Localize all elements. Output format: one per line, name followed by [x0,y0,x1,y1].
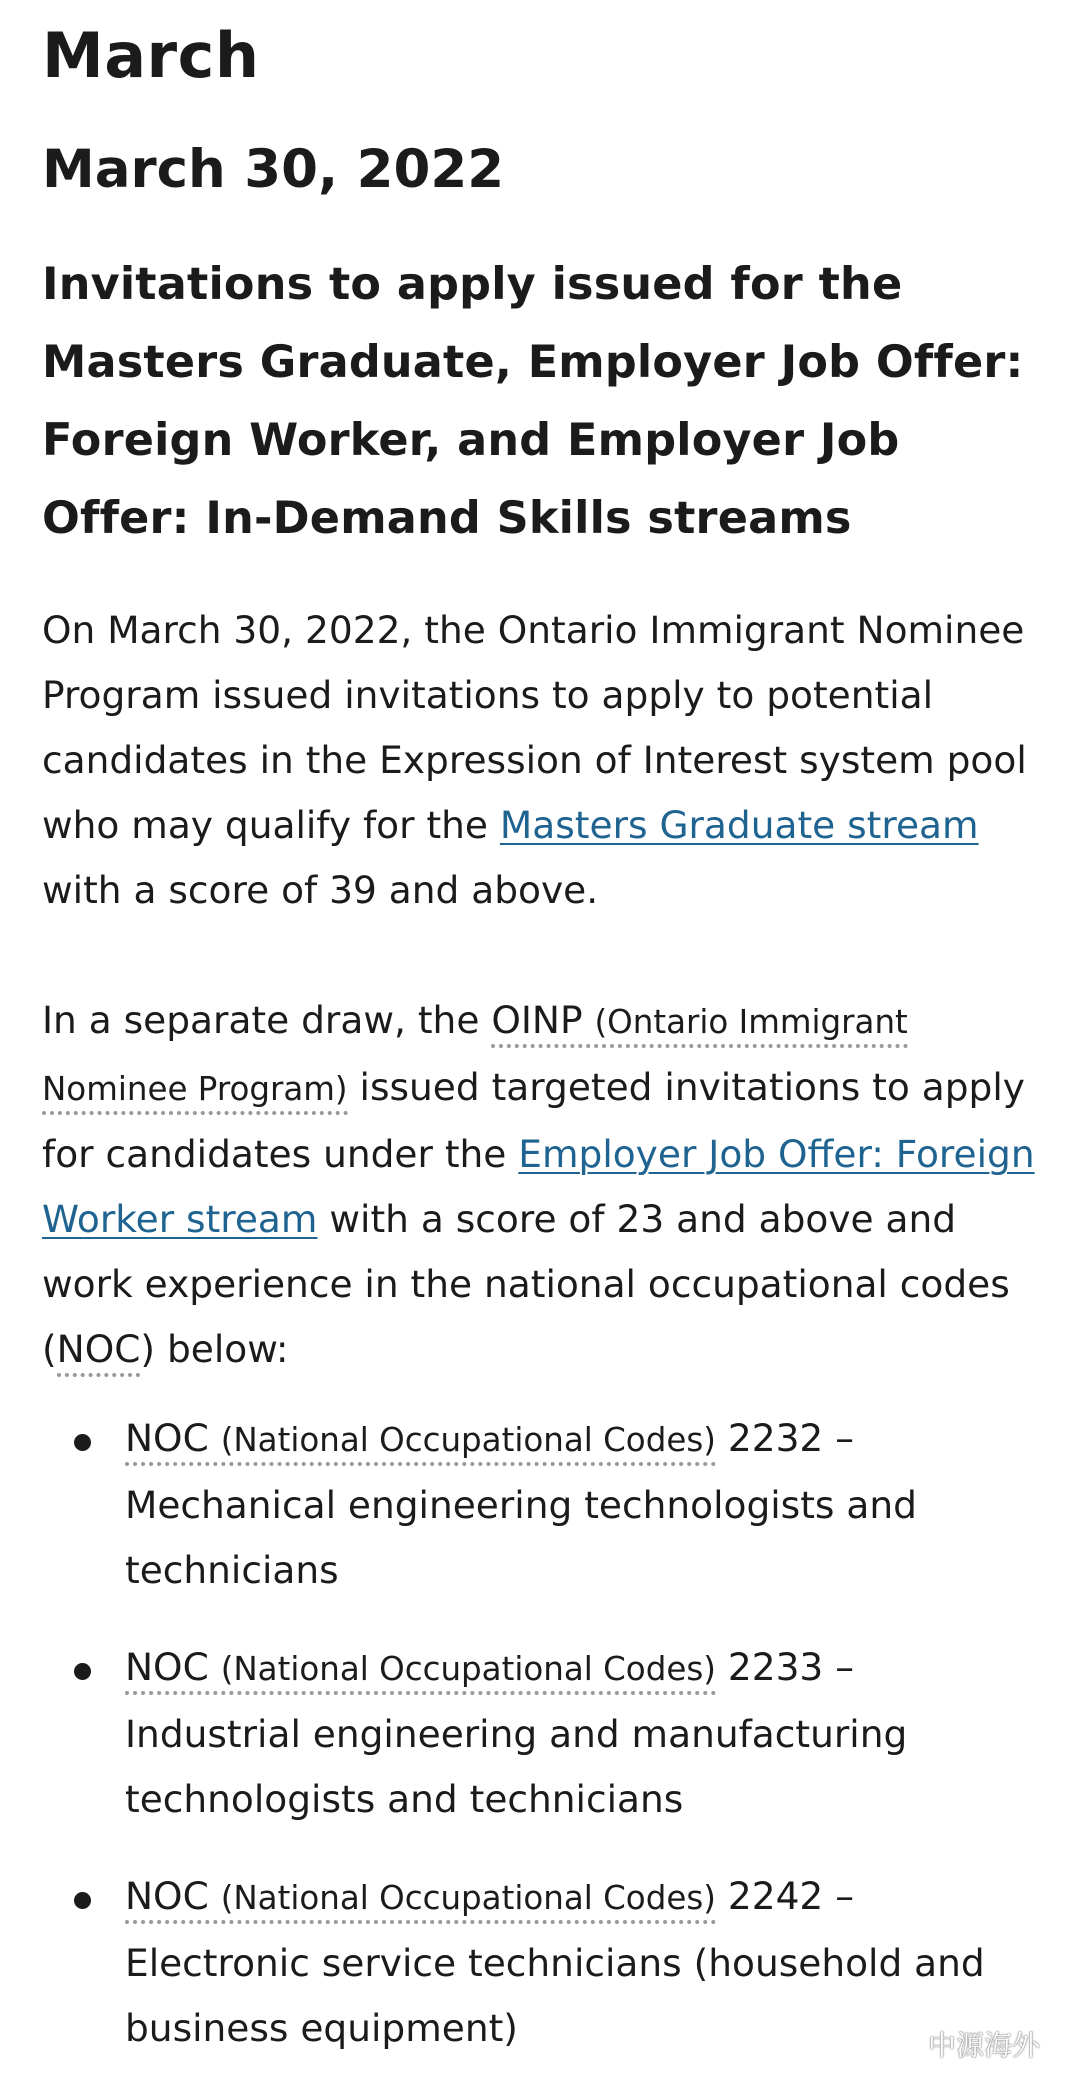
para2-text-b: issued targeted invitations to apply for candidates under the [42,1065,1025,1176]
headline: Invitations to apply issued for the Masters Graduate, Employer Job Offer: Foreign Worker, and Employer Job Offer: In-Demand Skills streams [42,259,1024,544]
watermark-text: 中源海外 [927,2029,1040,2062]
wechat-icon [880,2027,920,2061]
noc-abbr[interactable] [125,1645,716,1695]
noc-list [42,1406,1042,2061]
paragraph-foreign-worker [42,988,1042,1382]
noc-abbr-text: NOC [125,1874,209,1918]
para2-text-d: ) below: [140,1327,289,1371]
noc-abbr[interactable]: NOC [57,1327,141,1377]
para2-text-a: In a separate draw, the [42,998,492,1042]
bullet-icon [74,1434,91,1451]
noc-abbr[interactable] [125,1416,716,1466]
noc-description: Electronic service technicians (household and business equipment) [125,1941,985,2050]
foreign-worker-stream-link[interactable]: Employer Job Offer: Foreign Worker stream [42,1132,1035,1241]
noc-code: 2233 [727,1645,824,1689]
month-heading: March [42,19,260,92]
noc-abbr[interactable] [125,1874,716,1924]
date-heading: March 30, 2022 [42,139,505,200]
list-item: NOC (National Occupational Codes) 2242 – Electronic service technicians (household and business equipment) [42,1864,1030,2061]
bullet-icon [74,1663,91,1680]
masters-graduate-stream-link[interactable]: Masters Graduate stream [499,803,979,847]
noc-abbr-title: (National Occupational Codes) [220,1650,716,1688]
paragraph-masters-graduate [42,598,1042,923]
oinp-abbr-title: (Ontario Immigrant Nominee Program) [42,1003,908,1108]
noc-abbr-title: (National Occupational Codes) [220,1421,716,1459]
list-item: NOC (National Occupational Codes) 2233 – Industrial engineering and manufacturing technologists and technicians [42,1635,1030,1832]
oinp-abbr-text: OINP [491,998,583,1042]
noc-abbr-text: NOC [125,1416,209,1460]
para1-text-after: with a score of 39 and above. [42,868,599,912]
noc-abbr-text: NOC [125,1645,209,1689]
para2-text-c: with a score of 23 and above and work experience in the national occupational codes ( [42,1197,1010,1371]
noc-code: 2232 [727,1416,824,1460]
watermark [880,2024,1040,2064]
list-item: NOC (National Occupational Codes) 2232 – Mechanical engineering technologists and technicians [42,1406,1030,1603]
noc-description: Industrial engineering and manufacturing technologists and technicians [125,1712,908,1821]
para1-text-before: On March 30, 2022, the Ontario Immigrant Nominee Program issued invitations to apply to potential candidates in the Expression of Interest system pool who may qualify for the [42,608,1027,847]
noc-description: Mechanical engineering technologists and technicians [125,1483,917,1592]
bullet-icon [74,1892,91,1909]
noc-abbr-title: (National Occupational Codes) [220,1879,716,1917]
noc-code: 2242 [727,1874,824,1918]
